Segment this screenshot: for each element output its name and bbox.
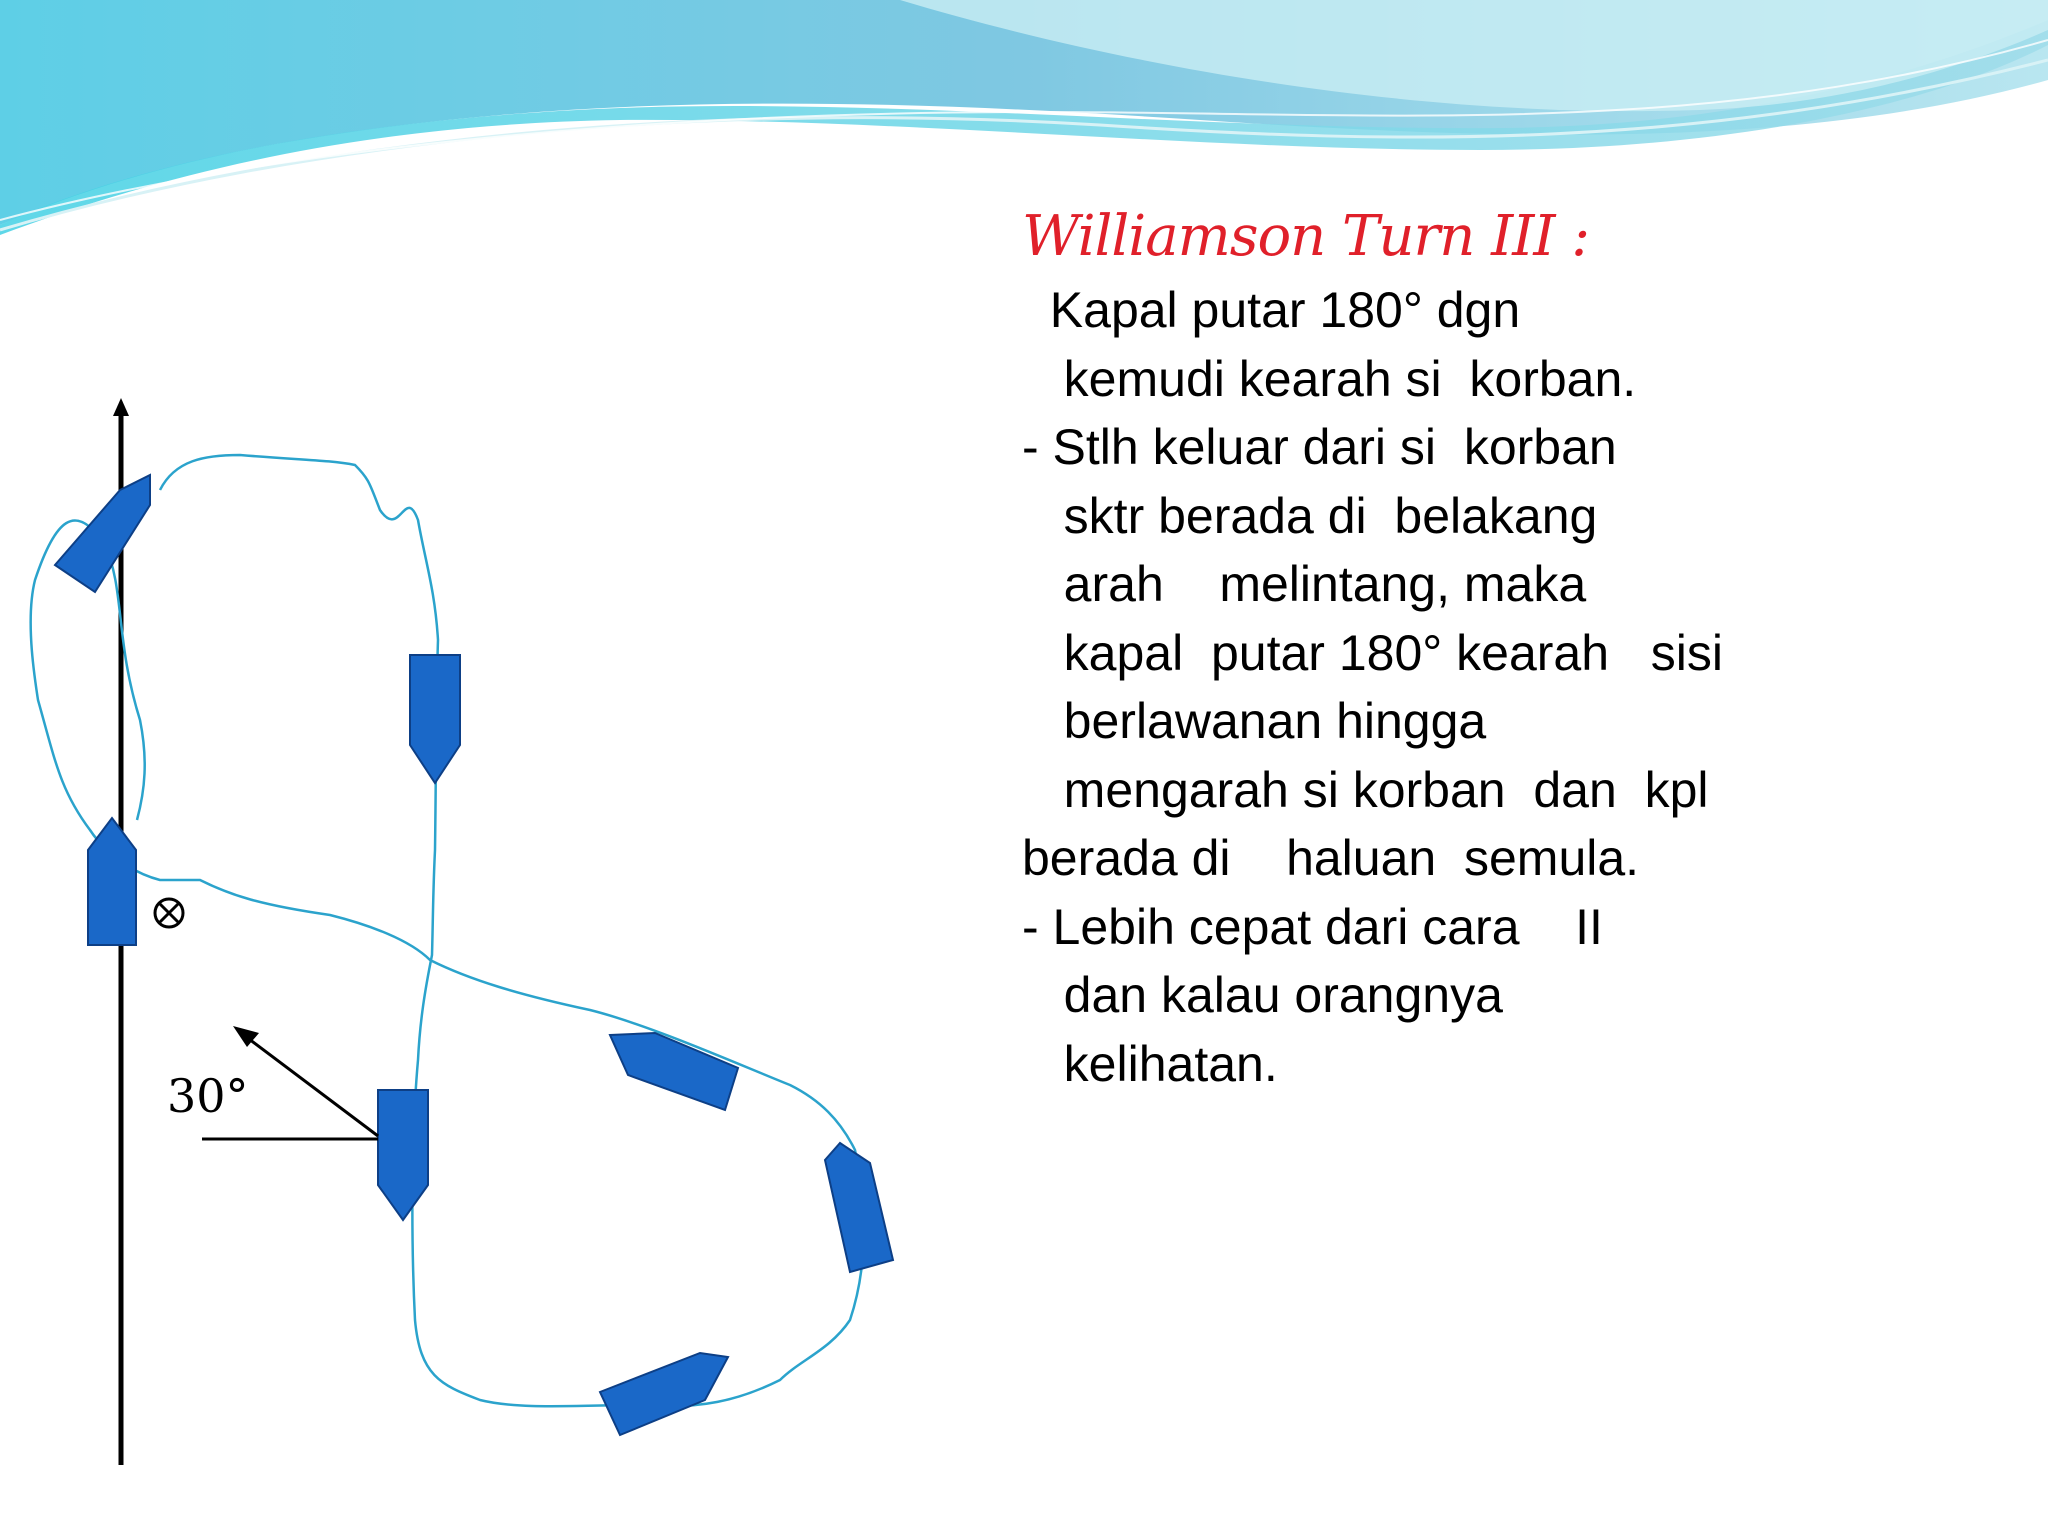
ship-heading-south	[410, 655, 460, 783]
body-line-2: kemudi kearah si korban.	[1022, 350, 1637, 407]
body-line-1: Kapal putar 180° dgn	[1022, 282, 1521, 338]
man-overboard-icon	[155, 899, 183, 927]
ship-turn-1	[55, 475, 150, 592]
body-line-6: kapal putar 180° kearah sisi	[1022, 624, 1723, 681]
body-line-12: kelihatan.	[1022, 1035, 1278, 1092]
body-line-7: berlawanan hingga	[1022, 693, 1487, 749]
ship-turn-4	[600, 1353, 728, 1435]
ship-turn-3	[825, 1143, 893, 1272]
body-line-9: berada di haluan semula.	[1022, 830, 1640, 886]
ship-track-path	[31, 455, 864, 1406]
ship-final-heading	[378, 1090, 428, 1220]
angle-label: 30°	[167, 1069, 249, 1123]
body-line-11: dan kalau orangnya	[1022, 967, 1503, 1023]
text-panel	[1022, 200, 2032, 1098]
body-line-5: arah melintang, maka	[1022, 556, 1587, 612]
angle-arrow	[245, 1036, 378, 1136]
slide-title: Williamson Turn III :	[1022, 204, 1590, 269]
body-line-8: mengarah si korban dan kpl	[1022, 761, 1709, 818]
ship-turn-2	[610, 1033, 738, 1110]
body-line-3: - Stlh keluar dari si korban	[1022, 419, 1617, 475]
body-line-4: sktr berada di belakang	[1022, 487, 1598, 544]
course-arrow-icon	[113, 398, 129, 416]
body-line-10: - Lebih cepat dari cara II	[1022, 898, 1603, 955]
